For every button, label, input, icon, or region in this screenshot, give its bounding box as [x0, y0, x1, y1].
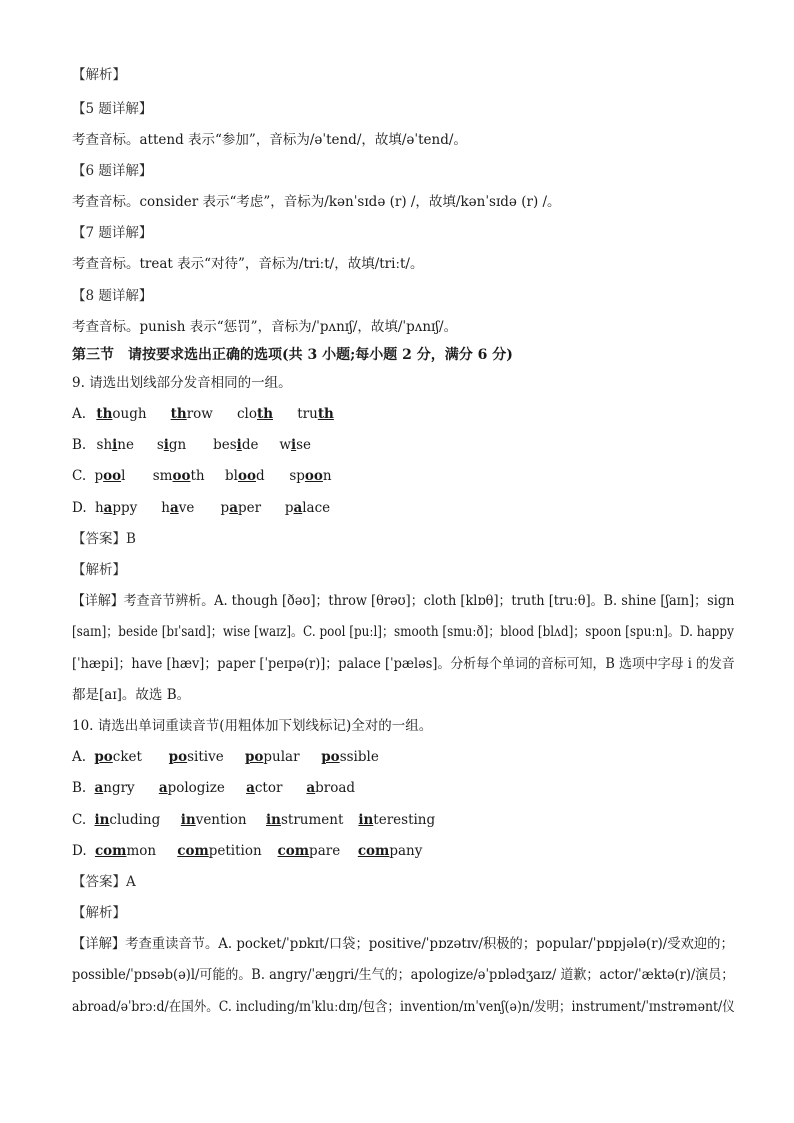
q9-detail-line-4: 都是[aɪ]。故选 B。	[72, 687, 191, 703]
q6-heading: 【6 题详解】	[72, 163, 153, 179]
q10-stem: 10. 请选出单词重读音节(用粗体加下划线标记)全对的一组。	[72, 718, 433, 734]
q10-detail-line-2: possible/ˈpɒsəb(ə)l/可能的。B. angry/ˈæŋɡri/生气的；apologize/əˈpɒlədʒaɪz/ 道歉；actor/ˈæktə(r)/演员；	[72, 967, 735, 983]
analysis-label: 【解析】	[72, 67, 126, 83]
q9-detail-line-3: [ˈhæpi]；have [hæv]；paper [ˈpeɪpə(r)]；palace [ˈpæləs]。分析每个单词的音标可知，B 选项中字母 i 的发音	[72, 656, 735, 672]
q7-heading: 【7 题详解】	[72, 225, 153, 241]
q9-detail-line-1: 【详解】考查音节辨析。A. though [ðəʊ]；throw [θrəʊ]；cloth [klɒθ]；truth [truːθ]。B. shine [ʃaɪn]；sign	[72, 593, 735, 609]
q5-text: 考查音标。attend 表示“参加”，音标为/əˈtend/，故填/əˈtend/。	[72, 132, 467, 148]
q9-stem: 9. 请选出划线部分发音相同的一组。	[72, 375, 292, 391]
q7-text: 考查音标。treat 表示“对待”，音标为/triːt/，故填/triːt/。	[72, 256, 424, 272]
q9-option-d: D. happy have paper palace	[72, 500, 331, 516]
q9-option-a: A. though throw cloth truth	[72, 406, 334, 422]
q10-option-a: A. pocket positive popular possible	[72, 749, 379, 765]
q10-option-b: B. angry apologize actor abroad	[72, 780, 356, 796]
section-3-heading: 第三节 请按要求选出正确的选项(共 3 小题;每小题 2 分，满分 6 分)	[72, 347, 513, 363]
q9-detail-line-2: [saɪn]；beside [bɪˈsaɪd]；wise [waɪz]。C. pool [puːl]；smooth [smuːð]；blood [blʌd]；spoon [spuːn]。D. happy	[72, 624, 734, 640]
q10-answer: 【答案】A	[72, 874, 136, 890]
q10-detail-line-3: abroad/əˈbrɔːd/在国外。C. including/ɪnˈkluːdɪŋ/包含；invention/ɪnˈvenʃ(ə)n/发明；instrument/ˈɪnstrəmənt/仪	[72, 999, 735, 1015]
q9-analysis-label: 【解析】	[72, 562, 126, 578]
q9-answer: 【答案】B	[72, 531, 136, 547]
q10-detail-line-1: 【详解】考查重读音节。A. pocket/ˈpɒkɪt/口袋；positive/ˈpɒzətɪv/积极的；popular/ˈpɒpjələ(r)/受欢迎的；	[72, 936, 734, 952]
q10-analysis-label: 【解析】	[72, 905, 126, 921]
q8-text: 考查音标。punish 表示“惩罚”，音标为/ˈpʌnɪʃ/，故填/ˈpʌnɪʃ/。	[72, 319, 458, 335]
q10-option-d: D. common competition compare company	[72, 843, 423, 859]
q8-heading: 【8 题详解】	[72, 288, 153, 304]
q5-heading: 【5 题详解】	[72, 101, 153, 117]
q9-option-c: C. pool smooth blood spoon	[72, 468, 332, 484]
q10-option-c: C. including invention instrument interesting	[72, 812, 436, 828]
q9-option-b: B. shine sign beside wise	[72, 437, 312, 453]
q6-text: 考查音标。consider 表示“考虑”，音标为/kənˈsɪdə (r) /，故填/kənˈsɪdə (r) /。	[72, 194, 561, 210]
